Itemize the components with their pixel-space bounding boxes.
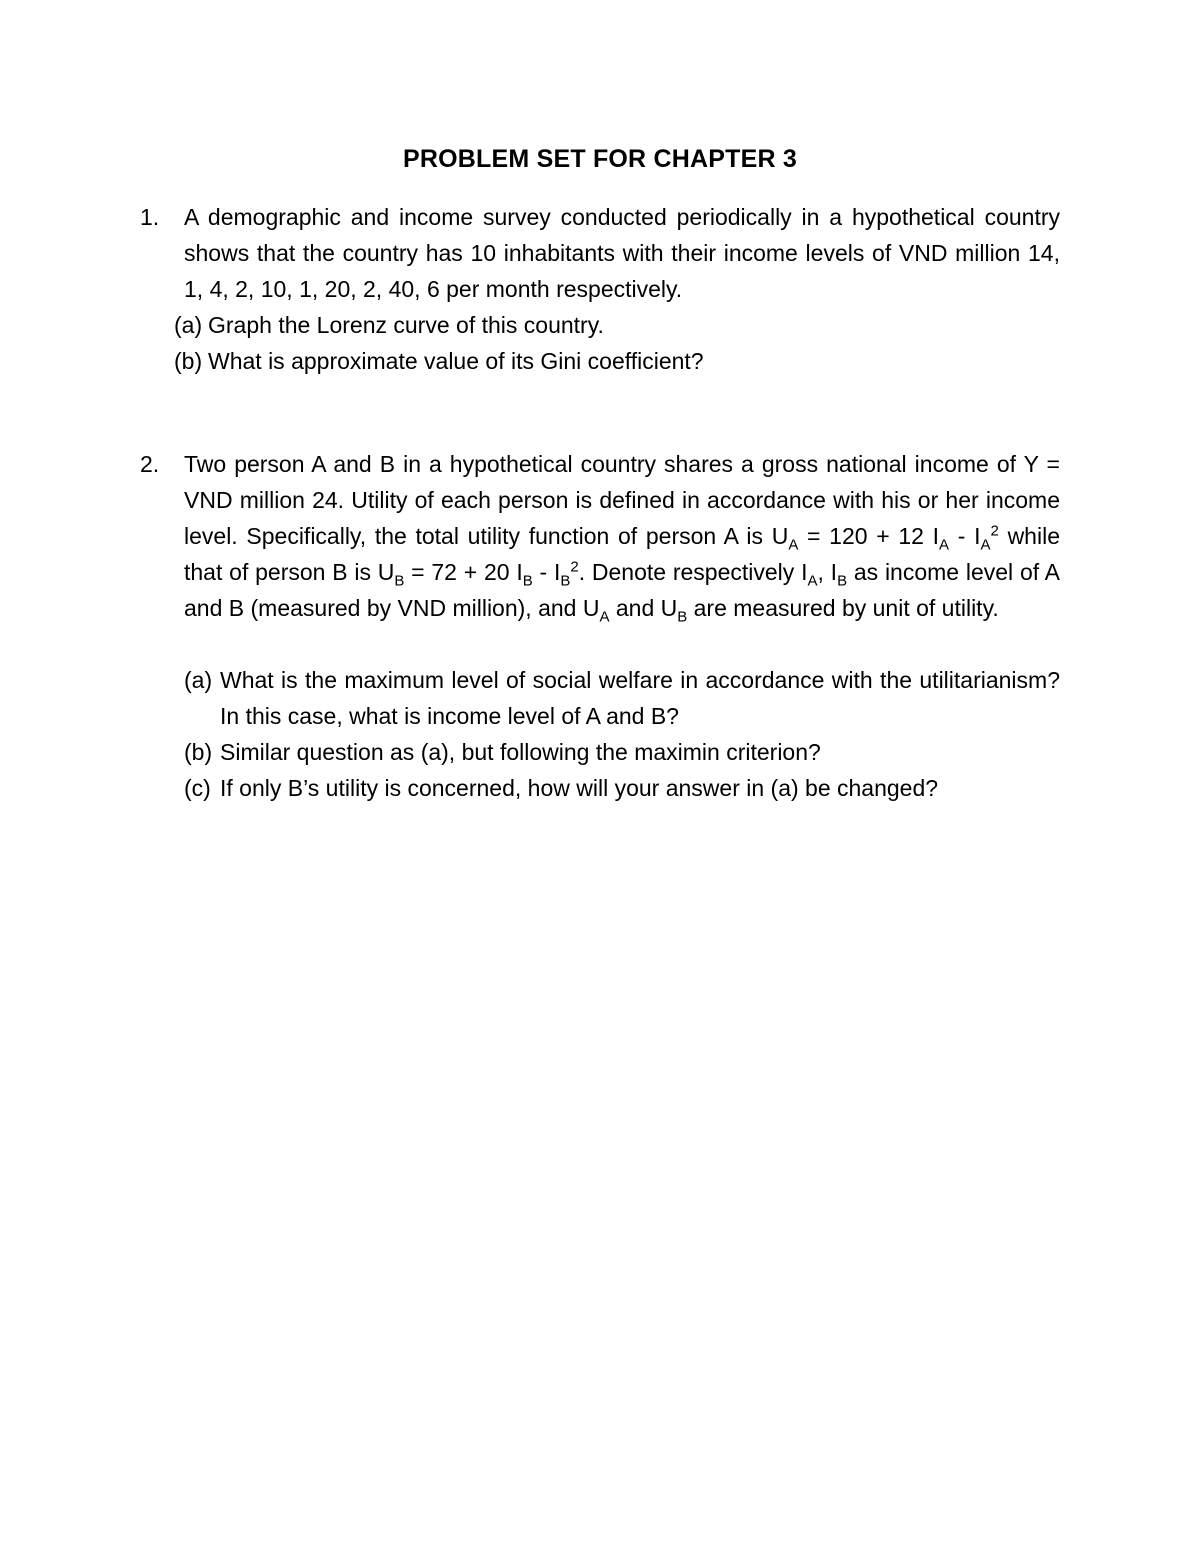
sub-question-label: (a) — [174, 312, 203, 338]
sub-question — [184, 770, 1060, 806]
sub-question — [184, 734, 1060, 770]
sub-question-text: Similar question as (a), but following the maximin criterion? — [220, 739, 821, 765]
problem-2 — [140, 446, 1060, 806]
sub-question — [184, 662, 1060, 734]
sub-question-label: (a) — [184, 667, 213, 693]
problem-1 — [140, 199, 1060, 379]
problem-text: Two person A and B in a hypothetical country shares a gross national income of Y = VND million 24. Utility of each person is defined in accordance with his or her income level. Specifically, the total utility function of person A is $U_A = 120 + 12$ $I_A - I_A^2$ while that of person B is $U_B = 72 + 20$ $I_B - I_B^2$. Denote respectively $I_A$, $I_B$ as income level of A and B (measured by VND million), and $U_A$ and $U_B$ are measured by unit of utility. — [184, 451, 1060, 626]
sub-question — [174, 343, 1060, 379]
sub-question-text: What is approximate value of its Gini coefficient? — [208, 348, 704, 374]
problem-number: 1. — [140, 204, 160, 230]
sub-question — [174, 307, 1060, 343]
sub-question-list — [174, 307, 1060, 379]
sub-question-text: If only B’s utility is concerned, how will your answer in (a) be changed? — [220, 775, 939, 801]
sub-question-label: (b) — [174, 348, 203, 374]
problem-number: 2. — [140, 451, 160, 477]
page-title: PROBLEM SET FOR CHAPTER 3 — [403, 145, 797, 173]
sub-question-label: (b) — [184, 739, 213, 765]
sub-question-text: Graph the Lorenz curve of this country. — [208, 312, 604, 338]
problem-text: A demographic and income survey conducted periodically in a hypothetical country shows that the country has 10 inhabitants with their income levels of VND million 14, 1, 4, 2, 10, 1, 20, 2, 40, 6 per month respectively. — [184, 204, 1060, 302]
sub-question-text: What is the maximum level of social welfare in accordance with the utilitarianism? In this case, what is income level of A and B? — [220, 667, 1060, 729]
sub-question-list — [184, 662, 1060, 806]
sub-question-label: (c) — [184, 775, 211, 801]
